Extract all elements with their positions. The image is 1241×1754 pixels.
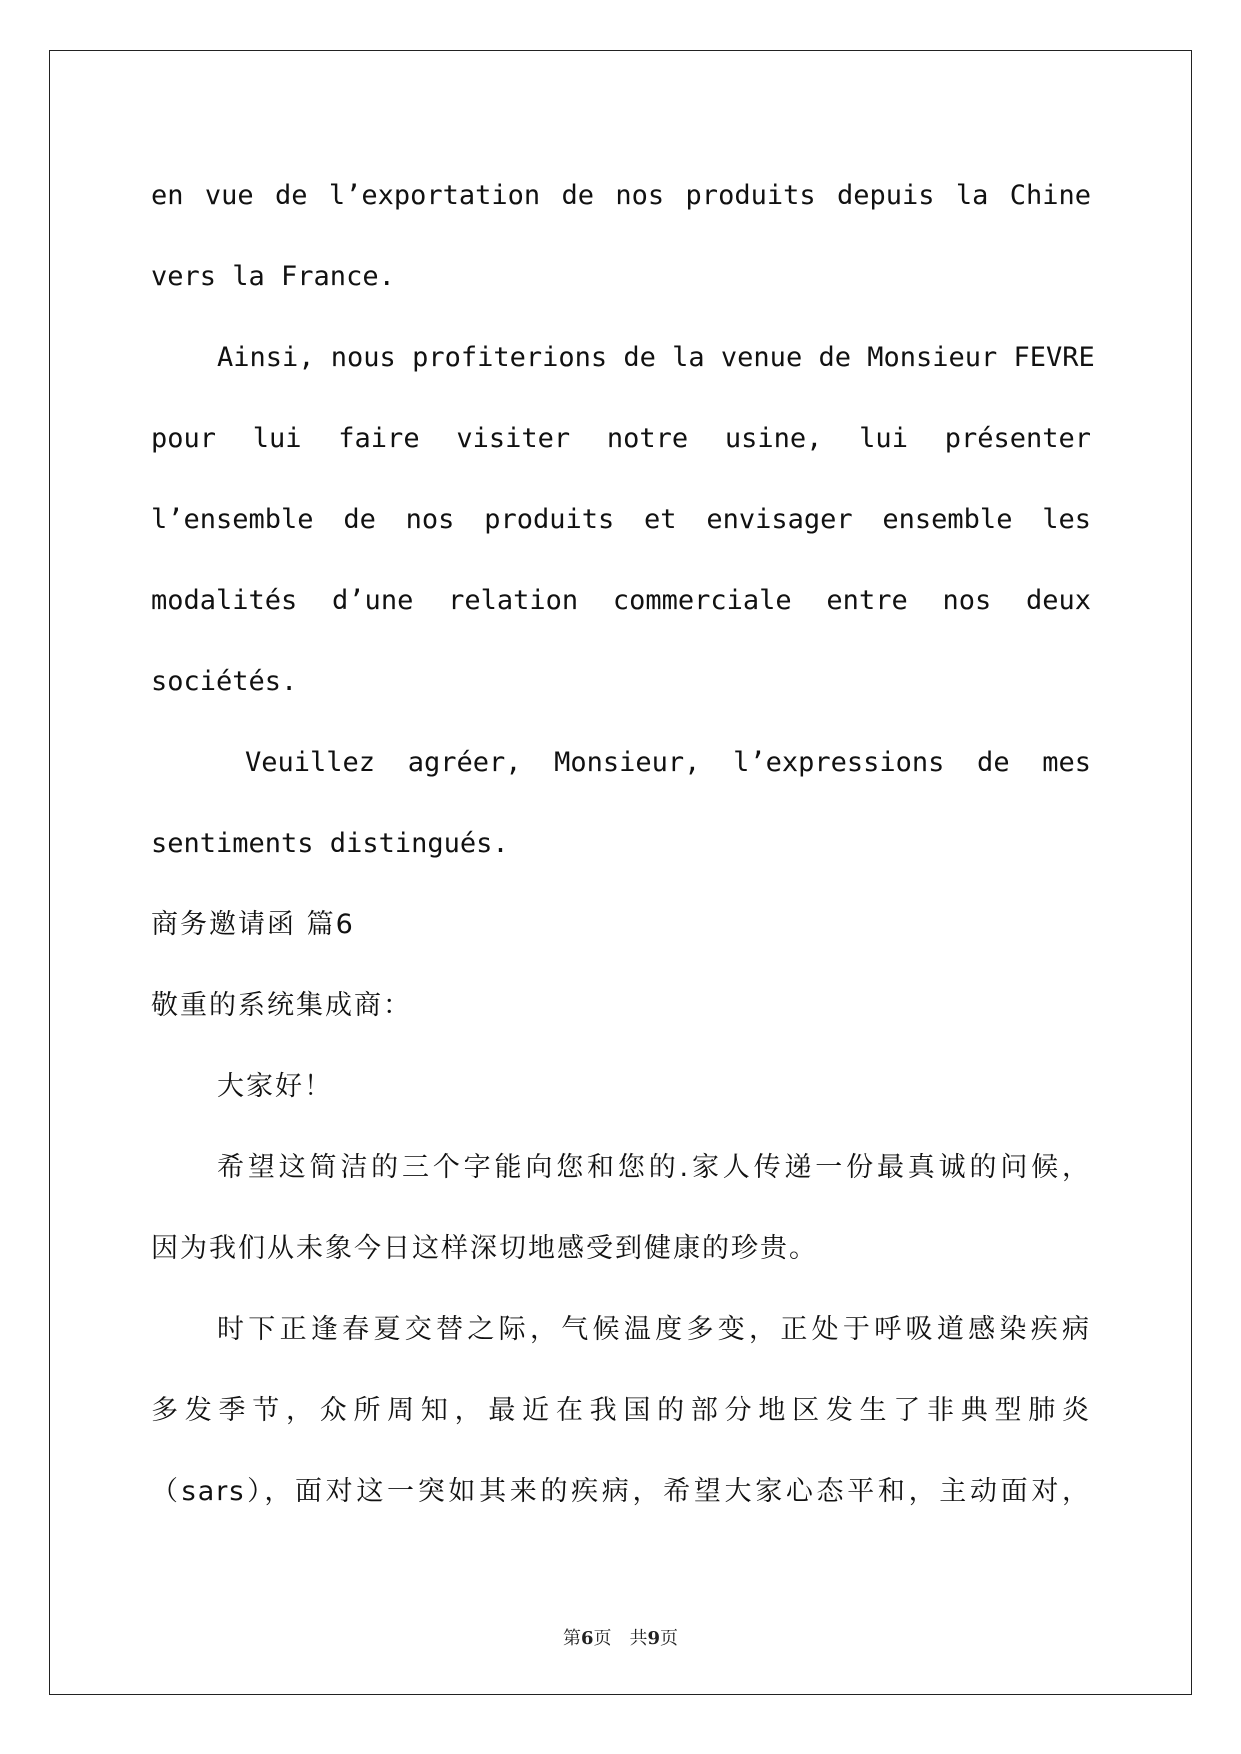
text-line: sentiments distingués. — [151, 828, 509, 859]
footer-total-pages: 9 — [647, 1628, 661, 1649]
greeting: 大家好！ — [217, 1071, 333, 1102]
text-line: Veuillez agréer, Monsieur, l’expressions de mes — [245, 747, 1091, 778]
footer-current-page: 6 — [580, 1628, 594, 1649]
footer-total-prefix: 共 — [629, 1628, 648, 1649]
text-line: （sars），面对这一突如其来的疾病，希望大家心态平和，主动面对， — [151, 1476, 1091, 1507]
text-line: 因为我们从未象今日这样深切地感受到健康的珍贵。 — [151, 1233, 818, 1264]
text-line: l’ensemble de nos produits et envisager ensemble les — [151, 504, 1091, 535]
document-body — [151, 160, 1095, 1537]
text-line: vers la France. — [151, 261, 395, 292]
text-line: pour lui faire visiter notre usine, lui présenter — [151, 423, 1091, 454]
text-line: modalités d’une relation commerciale entre nos deux — [151, 585, 1091, 616]
text-line: Ainsi, nous profiterions de la venue de Monsieur FEVRE — [217, 342, 1095, 373]
text-line: 希望这简洁的三个字能向您和您的.家人传递一份最真诚的问候， — [217, 1152, 1091, 1183]
text-line: sociétés. — [151, 666, 298, 697]
section-heading: 商务邀请函 篇6 — [151, 909, 355, 940]
text-line: 时下正逢春夏交替之际，气候温度多变，正处于呼吸道感染疾病 — [217, 1314, 1091, 1345]
page-footer — [0, 1624, 1241, 1650]
footer-total-unit: 页 — [660, 1628, 679, 1649]
text-line: en vue de l’exportation de nos produits depuis la Chine — [151, 180, 1091, 211]
footer-page-unit: 页 — [593, 1628, 612, 1649]
footer-prefix: 第 — [562, 1628, 581, 1649]
text-line: 多发季节，众所周知，最近在我国的部分地区发生了非典型肺炎 — [151, 1395, 1091, 1426]
salutation: 敬重的系统集成商： — [151, 990, 412, 1021]
